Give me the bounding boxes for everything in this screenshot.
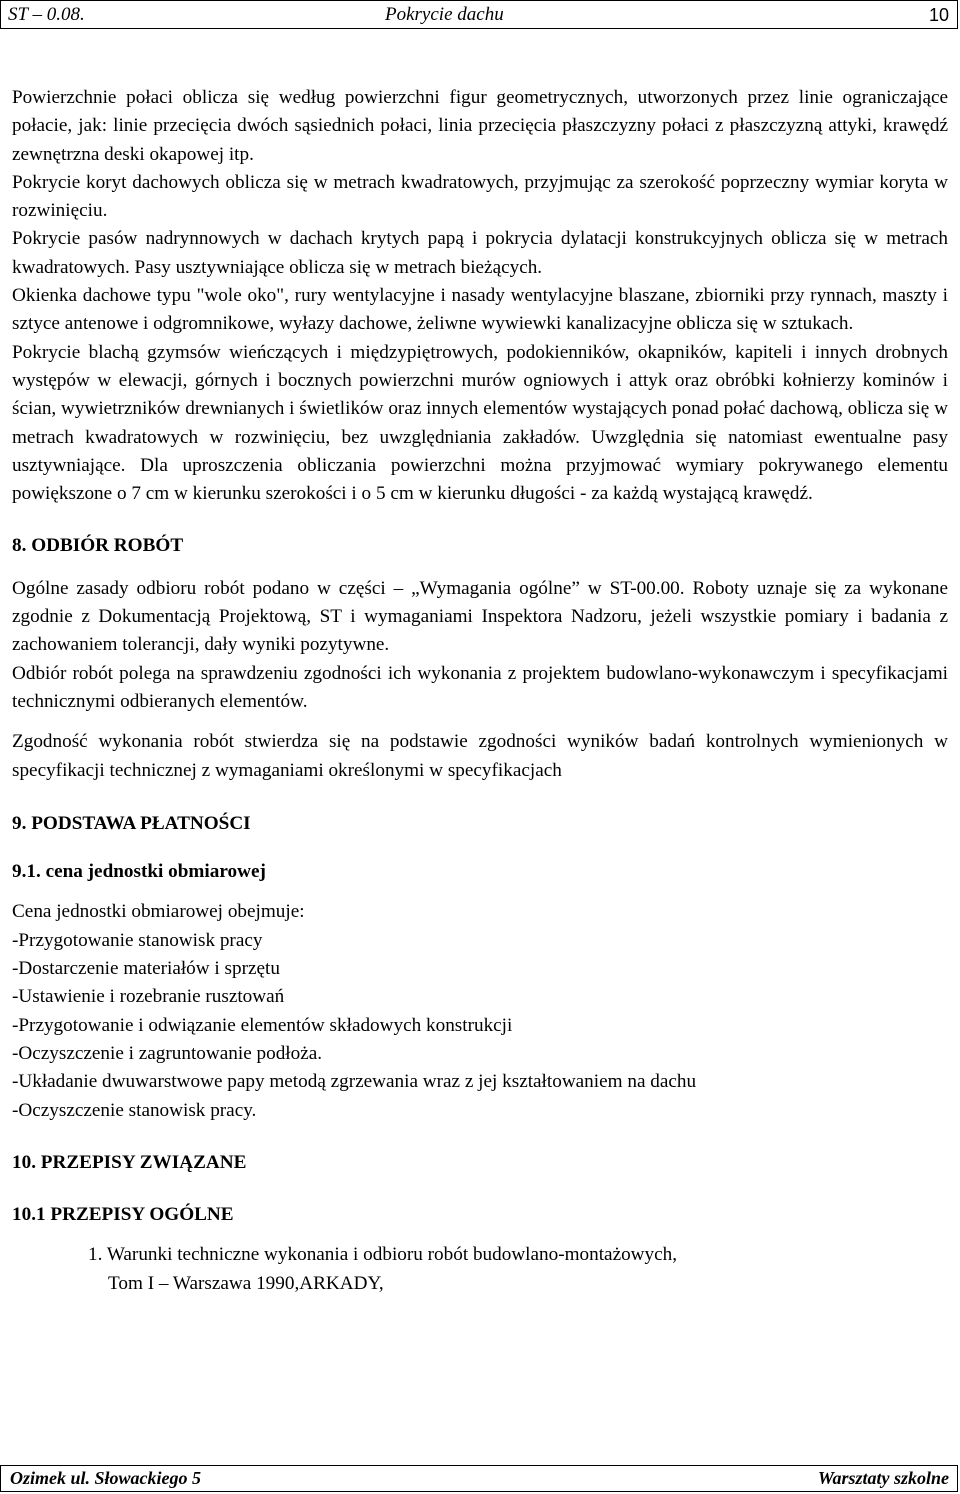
section-10-1-heading: 10.1 PRZEPISY OGÓLNE: [12, 1204, 234, 1226]
list-item: -Dostarczenie materiałów i sprzętu: [12, 958, 280, 980]
list-item: -Przygotowanie i odwiązanie elementów składowych konstrukcji: [12, 1014, 513, 1036]
page-content: [12, 84, 948, 1298]
list-item: -Układanie dwuwarstwowe papy metodą zgrzewania wraz z jej kształtowaniem na dachu: [12, 1071, 697, 1093]
section-8-heading: 8. ODBIÓR ROBÓT: [12, 535, 184, 557]
section-9-1-heading: 9.1. cena jednostki obmiarowej: [12, 861, 266, 883]
footer-address: Ozimek ul. Słowackiego 5: [10, 1468, 202, 1488]
page-footer: [0, 1465, 958, 1492]
paragraph-gutters: Pokrycie koryt dachowych oblicza się w metrach kwadratowych, przyjmując za szerokość poprzeczny wymiar koryta w rozwinięciu.: [12, 171, 948, 222]
regulation-item-line-1: 1. Warunki techniczne wykonania i odbioru robót budowlano-montażowych,: [88, 1244, 678, 1266]
section-8-paragraph-2: Odbiór robót polega na sprawdzeniu zgodności ich wykonania z projektem budowlano-wykonawczym i specyfikacjami technicznymi odbieranych elementów.: [12, 662, 948, 712]
paragraph-roof-windows: Okienka dachowe typu "wole oko", rury wentylacyjne i nasady wentylacyjne blaszane, zbiorniki przy rynnach, maszty i sztyce antenowe i odgromnikowe, wyłazy dachowe, żeliwne wywiewki kanalizacyjne oblicza się w sztukach.: [12, 285, 948, 335]
cost-items-list: [12, 898, 948, 1124]
paragraph-overgutter-strips: Pokrycie pasów nadrynnowych w dachach krytych papą i pokrycia dylatacji konstrukcyjnych oblicza się w metrach kwadratowych. Pasy usztywniające oblicza się w metrach bieżących.: [12, 228, 948, 278]
section-8-paragraph-3: Zgodność wykonania robót stwierdza się na podstawie zgodności wyników badań kontrolnych wymienionych w specyfikacji technicznej z wymaganiami określonymi w specyfikacjach: [12, 731, 948, 781]
regulation-item-line-2: Tom I – Warszawa 1990,ARKADY,: [108, 1272, 384, 1294]
section-10-heading: 10. PRZEPISY ZWIĄZANE: [12, 1151, 247, 1173]
paragraph-sheet-metal: Pokrycie blachą gzymsów wieńczących i międzypiętrowych, podokienników, okapników, kapiteli i innych drobnych występów w elewacji, górnych i bocznych powierzchni murów ogniowych i attyk oraz obróbki kołnierzy kominów i ścian, wywietrzników drewnianych i świetlików oraz innych elementów wystających ponad połać dachową, oblicza się w metrach kwadratowych w rozwinięciu, bez uwzględniania zakładów. Uwzględnia się natomiast ewentualne pasy usztywniające. Dla uproszczenia obliczania powierzchni można przyjmować wymiary pokrywanego elementu powiększone o 7 cm w kierunku szerokości i o 5 cm w kierunku długości - za każdą wystającą krawędź.: [12, 341, 948, 505]
header-title: Pokrycie dachu: [385, 4, 504, 25]
cost-items-intro: Cena jednostki obmiarowej obejmuje:: [12, 901, 305, 923]
paragraph-roof-area: Powierzchnie połaci oblicza się według powierzchni figur geometrycznych, utworzonych przez linie ograniczające połacie, jak: linie przecięcia dwóch sąsiednich połaci, linia przecięcia płaszczyzny połaci z płaszczyzną attyki, krawędź zewnętrzna deski okapowej itp.: [12, 87, 948, 165]
list-item: -Przygotowanie stanowisk pracy: [12, 929, 263, 951]
list-item: -Oczyszczenie stanowisk pracy.: [12, 1099, 257, 1121]
section-9-heading: 9. PODSTAWA PŁATNOŚCI: [12, 812, 251, 834]
page-header: [0, 0, 958, 29]
regulations-list: [12, 1241, 948, 1298]
header-doc-code: ST – 0.08.: [8, 4, 85, 25]
list-item: -Ustawienie i rozebranie rusztowań: [12, 986, 285, 1008]
page-number: 10: [928, 5, 949, 25]
list-item: -Oczyszczenie i zagruntowanie podłoża.: [12, 1042, 323, 1064]
section-8-paragraph-1: Ogólne zasady odbioru robót podano w części – „Wymagania ogólne” w ST-00.00. Roboty uznaje się za wykonane zgodnie z Dokumentacją Projektową, ST i wymaganiami Inspektora Nadzoru, jeżeli wszystkie pomiary i badania z zachowaniem tolerancji, dały wyniki pozytywne.: [12, 577, 948, 656]
footer-organization: Warsztaty szkolne: [817, 1468, 949, 1488]
